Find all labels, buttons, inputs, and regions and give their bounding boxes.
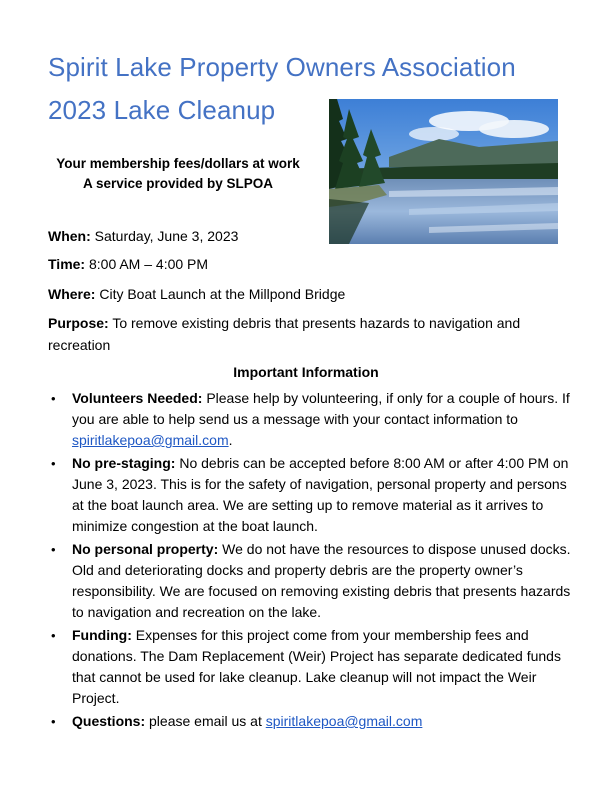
section-heading: Important Information <box>233 364 379 380</box>
bullet-label: Funding: <box>72 627 132 643</box>
bullet-icon: • <box>51 714 56 729</box>
bullet-icon: • <box>51 456 56 471</box>
event-title: 2023 Lake Cleanup <box>48 95 276 125</box>
list-item-personal-property <box>48 539 578 623</box>
email-link[interactable]: spiritlakepoa@gmail.com <box>265 713 423 729</box>
bullet-label: No personal property: <box>72 541 219 557</box>
time-value: 8:00 AM – 4:00 PM <box>85 256 209 272</box>
bullet-text: No debris can be accepted before 8:00 AM or after 4:00 PM on June 3, 2023. This is for the safety of navigation, personal property and persons at the boat launch area. We are setting up to remove material as it arrives to minimize congestion at the boat launch. <box>72 455 569 534</box>
bullet-label: No pre-staging: <box>72 455 176 471</box>
subtitle-line-1: Your membership fees/dollars at work <box>56 156 300 171</box>
lake-photo <box>329 99 558 244</box>
bullet-text: please email us at <box>145 713 266 729</box>
where-label: Where: <box>48 286 96 302</box>
bullet-icon: • <box>51 391 56 406</box>
bullet-text: We do not have the resources to dispose unused docks. Old and deteriorating docks and property debris are the property owner’s responsibility. We are focused on removing existing debris that presents hazards to navigation and recreation on the lake. <box>72 541 571 620</box>
purpose-field <box>48 312 568 356</box>
list-item-volunteers <box>48 388 578 451</box>
purpose-value: To remove existing debris that presents hazards to navigation and recreation <box>48 315 521 353</box>
subtitle-line-2: A service provided by SLPOA <box>82 176 274 191</box>
bullet-icon: • <box>51 628 56 643</box>
bullet-text: Expenses for this project come from your membership fees and donations. The Dam Replacement (Weir) Project has separate dedicated funds that cannot be used for lake cleanup. Lake cleanup will not impact the Weir Project. <box>72 627 561 706</box>
purpose-label: Purpose: <box>48 315 109 331</box>
bullet-after: . <box>228 432 233 448</box>
subtitle-block <box>50 154 306 194</box>
info-list <box>48 388 578 734</box>
where-value: City Boat Launch at the Millpond Bridge <box>95 286 346 302</box>
when-label: When: <box>48 228 91 244</box>
when-value: Saturday, June 3, 2023 <box>90 228 239 244</box>
bullet-label: Questions: <box>72 713 146 729</box>
list-item-pre-staging <box>48 453 578 537</box>
email-link[interactable]: spiritlakepoa@gmail.com <box>72 432 229 448</box>
list-item-funding <box>48 625 578 709</box>
bullet-text: Please help by volunteering, if only for a couple of hours. If you are able to help send us a message with your contact information to <box>72 390 570 427</box>
bullet-label: Volunteers Needed: <box>72 390 203 406</box>
when-field <box>48 225 568 247</box>
list-item-questions <box>48 711 578 732</box>
time-label: Time: <box>48 256 86 272</box>
time-field <box>48 253 568 275</box>
where-field <box>48 283 568 305</box>
bullet-icon: • <box>51 542 56 557</box>
page-title: Spirit Lake Property Owners Association <box>48 52 516 82</box>
